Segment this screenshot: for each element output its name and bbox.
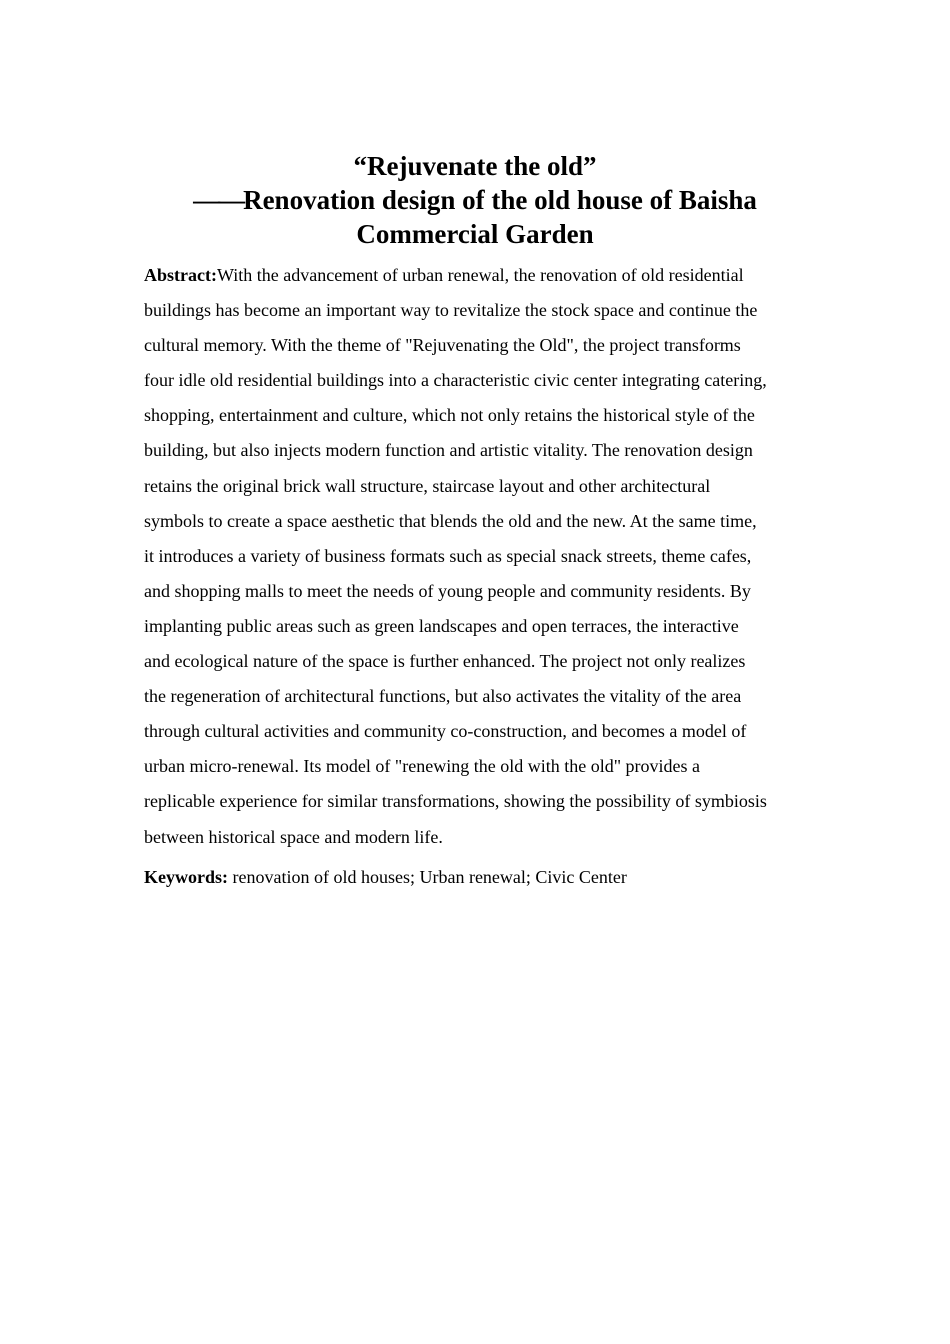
abstract-line: through cultural activities and community co-construction, and becomes a model of [144,721,747,742]
abstract-line: symbols to create a space aesthetic that blends the old and the new. At the same time, [144,510,757,531]
abstract-line [144,258,810,293]
title-line-main: “Rejuvenate the old” [353,151,597,181]
title-line-subtitle [144,183,806,217]
abstract-line: four idle old residential buildings into a characteristic civic center integrating catering, [144,370,767,391]
abstract-line: it introduces a variety of business formats such as special snack streets, theme cafes, [144,545,752,566]
document-title [144,149,806,251]
title-line-continuation: Commercial Garden [356,219,594,249]
abstract-line: and ecological nature of the space is further enhanced. The project not only realizes [144,651,746,672]
title-subtitle-text: Renovation design of the old house of Baisha [243,185,757,215]
abstract-line: between historical space and modern life. [144,826,443,847]
abstract-line: urban micro-renewal. Its model of "renewing the old with the old" provides a [144,756,701,777]
abstract-line: the regeneration of architectural functions, but also activates the vitality of the area [144,686,742,707]
abstract-line: replicable experience for similar transformations, showing the possibility of symbiosis [144,791,767,812]
abstract-line: implanting public areas such as green landscapes and open terraces, the interactive [144,615,739,636]
abstract-line: and shopping malls to meet the needs of young people and community residents. By [144,580,751,601]
abstract-line: buildings has become an important way to revitalize the stock space and continue the [144,300,758,321]
keywords-label: Keywords: [144,867,228,887]
abstract-line: cultural memory. With the theme of "Rejuvenating the Old", the project transforms [144,335,741,356]
abstract-line: shopping, entertainment and culture, which not only retains the historical style of the [144,405,755,426]
abstract-line: building, but also injects modern function and artistic vitality. The renovation design [144,440,753,461]
abstract-text: With the advancement of urban renewal, the renovation of old residential [216,265,744,285]
title-dash: —— [193,185,244,215]
keywords-text: renovation of old houses; Urban renewal; Civic Center [228,867,627,887]
abstract-label: Abstract: [144,265,217,285]
abstract-line: retains the original brick wall structure, staircase layout and other architectural [144,475,711,496]
abstract-section [144,258,810,855]
keywords-section [144,863,810,891]
